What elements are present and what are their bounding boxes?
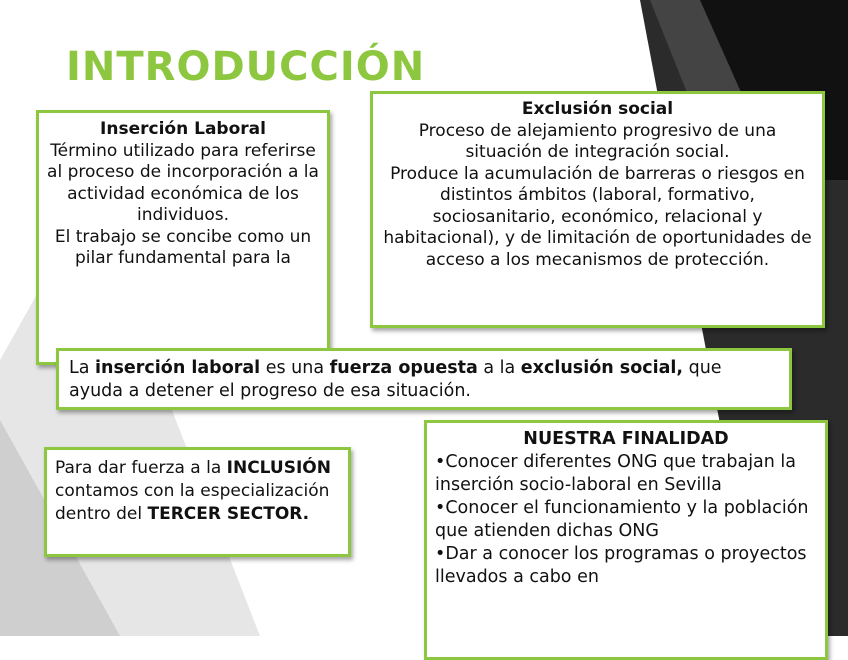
- insercion-laboral-box: [36, 110, 330, 365]
- fuerza-text: La inserción laboral es una fuerza opuesta a la exclusión social, que ayuda a detener el progreso de esa situación.: [69, 358, 722, 401]
- insercion-paragraph-1: Término utilizado para referirse al proceso de incorporación a la actividad económica de los individuos.: [47, 140, 319, 225]
- finalidad-item: •Conocer el funcionamiento y la población que atienden dichas ONG: [435, 498, 809, 541]
- finalidad-item: •Dar a conocer los programas o proyectos llevados a cabo en: [435, 544, 807, 587]
- exclusion-heading: Exclusión social: [521, 99, 674, 119]
- finalidad-heading: NUESTRA FINALIDAD: [523, 429, 729, 449]
- exclusion-paragraph-1: Proceso de alejamiento progresivo de una situación de integración social.: [418, 120, 777, 162]
- insercion-paragraph-2: El trabajo se concibe como un pilar fundamental para la: [54, 226, 312, 268]
- inclusion-box: [44, 447, 351, 557]
- nuestra-finalidad-box: [424, 420, 828, 660]
- exclusion-paragraph-2: Produce la acumulación de barreras o riesgos en distintos ámbitos (laboral, formativo, sociosanitario, económico, relacional y habitacional), y de limitación de oportunidades de acceso a los mecanismos de protección.: [383, 163, 812, 270]
- exclusion-social-box: [370, 91, 825, 328]
- finalidad-item: •Conocer diferentes ONG que trabajan la inserción socio-laboral en Sevilla: [435, 452, 797, 495]
- page-title: INTRODUCCIÓN: [66, 44, 426, 90]
- insercion-heading: Inserción Laboral: [100, 119, 266, 139]
- inclusion-text: Para dar fuerza a la INCLUSIÓN contamos con la especialización dentro del TERCER SECTOR.: [55, 458, 331, 524]
- fuerza-opuesta-box: [56, 348, 792, 410]
